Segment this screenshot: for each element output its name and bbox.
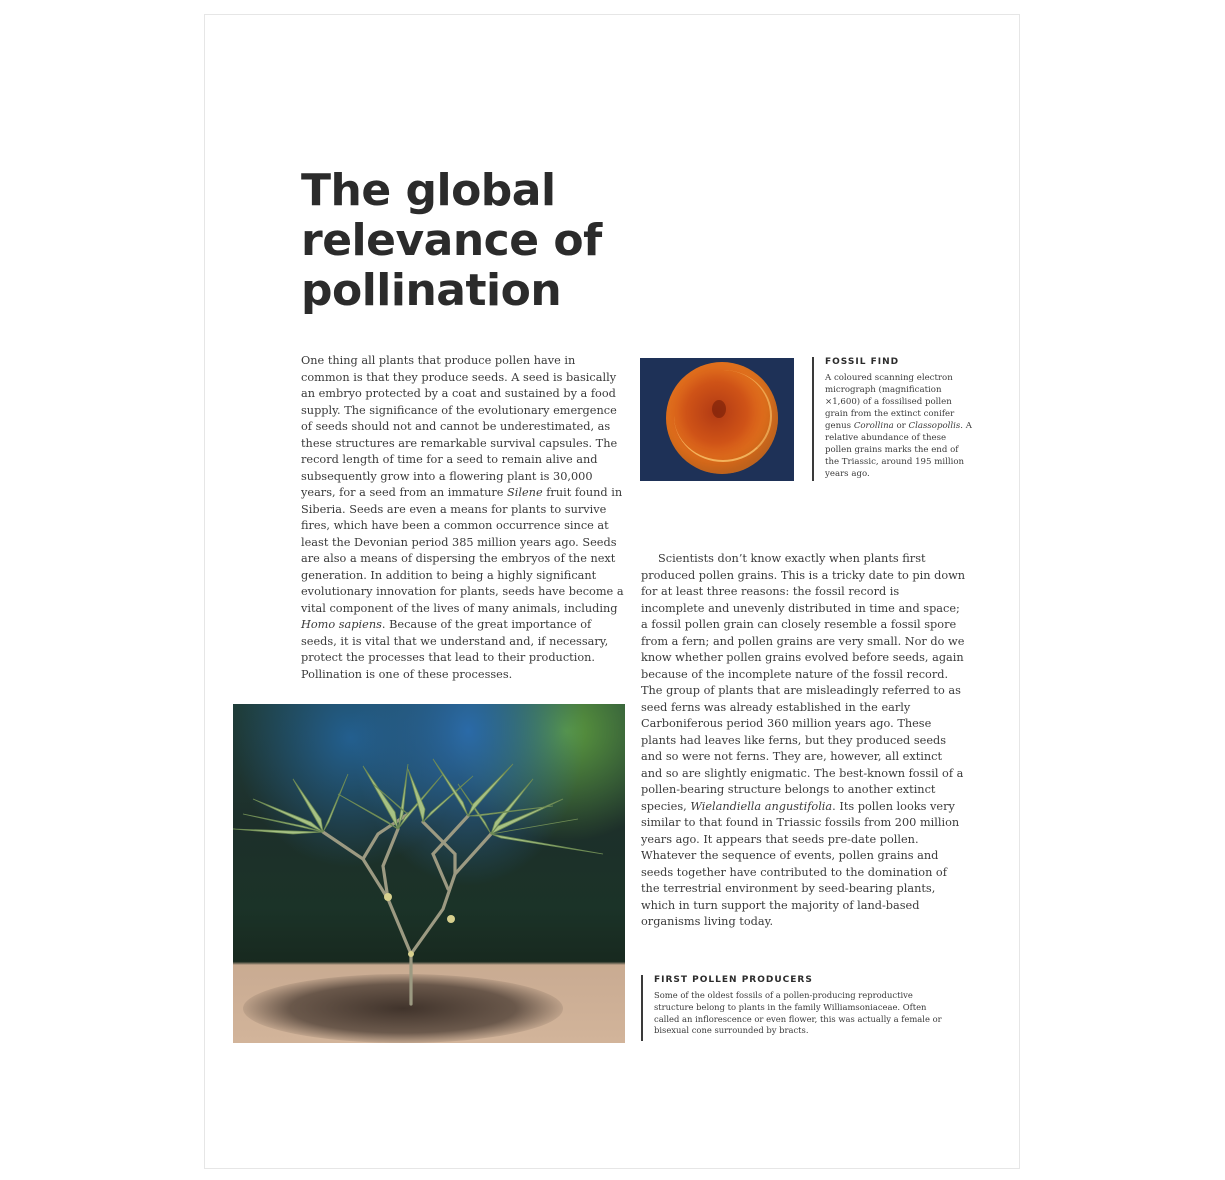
left-column-text xyxy=(301,353,626,683)
caption-body xyxy=(654,990,944,1037)
page-title: The global relevance of pollination xyxy=(301,165,602,316)
text-run: . Its pollen looks very similar to that found in Triassic fossils from 200 million years ago. It appears that seeds pre-date pollen. Whatever the sequence of events, pollen grains and seeds together have contributed to the domination of the terrestrial environment by seed-bearing plants, which in turn support the majority of land-based organisms living today. xyxy=(641,799,960,928)
caption-heading: FIRST POLLEN PRODUCERS xyxy=(654,975,813,985)
fossil-pollen-image xyxy=(640,358,794,481)
text-run: One thing all plants that produce pollen have in common is that they produce seeds. A seed is basically an embryo protected by a coat and sustained by a food supply. The significance of the evolutionary emergence of seeds should not and cannot be underestimated, as these structures are remarkable survival capsules. The record length of time for a seed to remain alive and subsequently grow into a flowering plant is 30,000 years, for a seed from an immature xyxy=(301,354,618,499)
caption-fossil-find xyxy=(812,357,975,481)
plant-photo xyxy=(233,704,625,1043)
text-run: A coloured scanning electron micrograph (magnification ×1,600) of a fossilised pollen grain from the extinct conifer genus xyxy=(825,373,955,431)
text-run: . Because of the great importance of seeds, it is vital that we understand and, if necessary, protect the processes that lead to their production. Pollination is one of these processes. xyxy=(301,618,609,681)
text-run: or xyxy=(893,421,909,431)
plant-illustration xyxy=(233,704,625,1043)
caption-body xyxy=(825,372,975,480)
italic-term: Classopollis xyxy=(908,421,961,431)
text-run: . A relative abundance of these pollen grains marks the end of the Triassic, around 195 million years ago. xyxy=(825,421,972,479)
italic-term: Silene xyxy=(507,486,543,499)
pollen-grain-pit xyxy=(712,400,726,418)
italic-term: Homo sapiens xyxy=(301,618,382,631)
italic-term: Corollina xyxy=(853,421,894,431)
text-run: Scientists don’t know exactly when plants first produced pollen grains. This is a tricky date to pin down for at least three reasons: the fossil record is incomplete and unevenly distributed in time and space; a fossil pollen grain can closely resemble a fossil spore from a fern; and pollen grains are very small. Nor do we know whether pollen grains evolved before seeds, again because of the incomplete nature of the fossil record. The group of plants that are misleadingly referred to as seed ferns was already established in the early Carboniferous period 360 million years ago. These plants had leaves like ferns, but they produced seeds and so were not ferns. They are, however, all extinct and so are slightly enigmatic. The best-known fossil of a pollen-bearing structure belongs to another extinct species, xyxy=(641,552,966,813)
text-run: Some of the oldest fossils of a pollen-producing reproductive structure belong to plants in the family Williamsoniaceae. Often called an inflorescence or even flower, this was actually a female or bisexual cone surrounded by bracts. xyxy=(654,990,942,1036)
right-column-text xyxy=(641,551,966,931)
caption-heading: FOSSIL FIND xyxy=(825,357,900,367)
caption-first-pollen-producers xyxy=(641,975,944,1041)
text-run: fruit found in Siberia. Seeds are even a means for plants to survive fires, which have been a common occurrence since at least the Devonian period 385 million years ago. Seeds are also a means of dispersing the embryos of the next generation. In addition to being a highly significant evolutionary innovation for plants, seeds have become a vital component of the lives of many animals, including xyxy=(301,486,624,615)
italic-term: Wielandiella angustifolia xyxy=(690,799,833,813)
